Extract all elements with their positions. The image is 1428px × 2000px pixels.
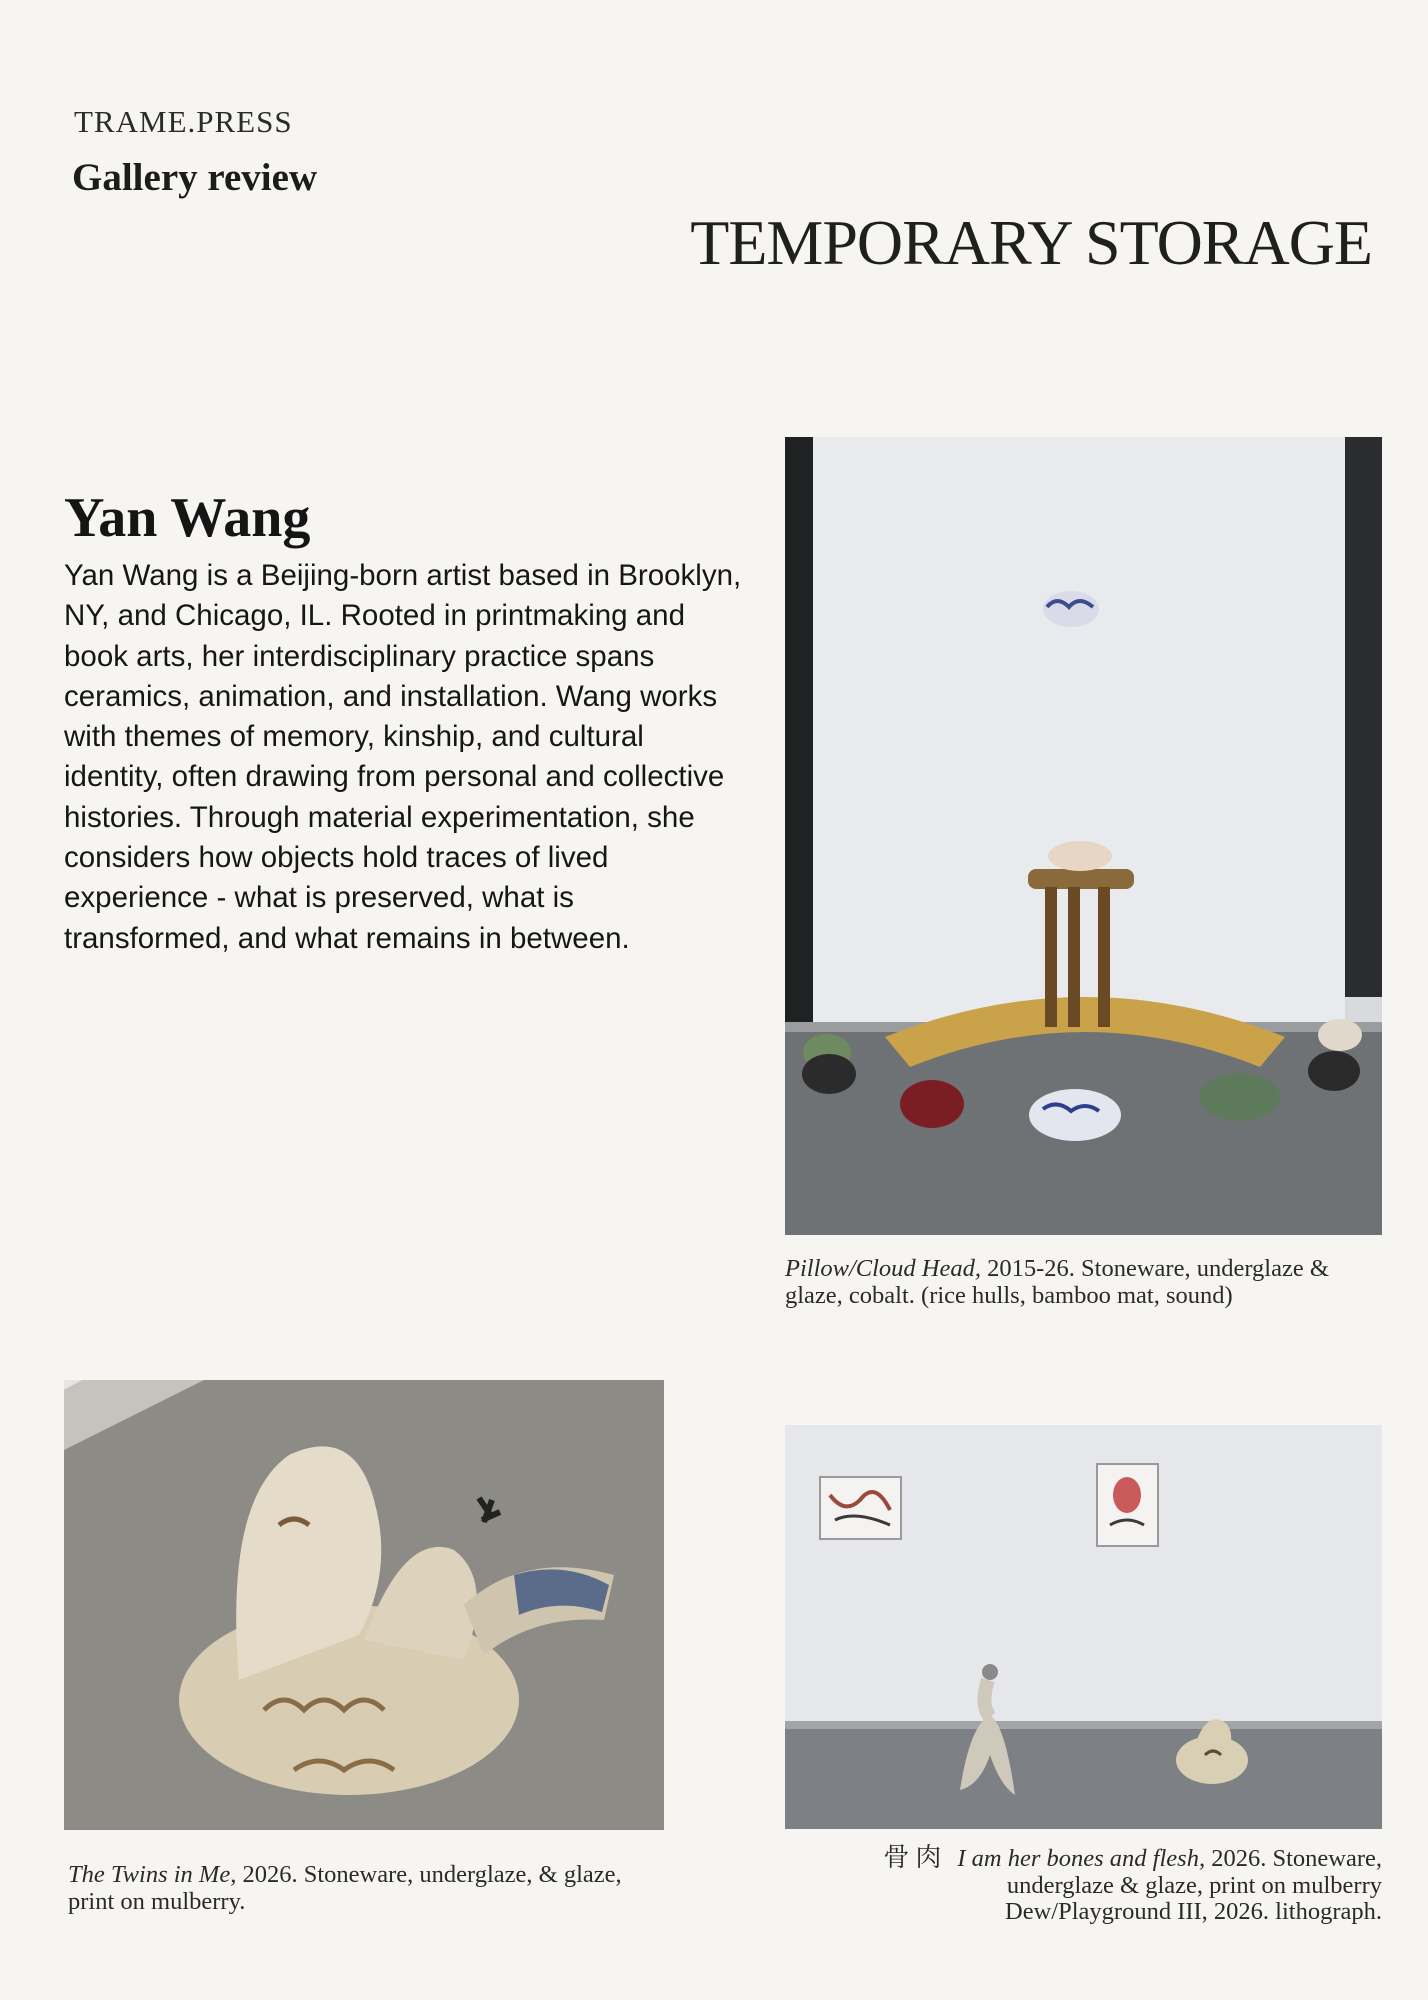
publisher-name: TRAME.PRESS <box>74 104 293 139</box>
artist-name: Yan Wang <box>64 487 311 549</box>
work-title: The Twins in Me, <box>68 1861 237 1888</box>
work-title: I am her bones and flesh, <box>957 1845 1206 1872</box>
gallery-photo-bones-and-flesh <box>785 1425 1382 1829</box>
caption-pillow-cloud-head <box>785 1256 1385 1309</box>
work-details: 2015-26. Stoneware, underglaze & glaze, cobalt. (rice hulls, bamboo mat, sound) <box>785 1255 1329 1309</box>
sculpture-photo-twins-in-me <box>64 1380 664 1830</box>
caption-bones-and-flesh <box>782 1845 1382 1926</box>
installation-photo-pillow-cloud-head <box>785 437 1382 1235</box>
work-title: Pillow/Cloud Head, <box>785 1255 981 1282</box>
work-details: 2026. Stoneware, underglaze & glaze, print on mulberry <box>1006 1845 1382 1899</box>
section-label: Gallery review <box>72 156 318 199</box>
chinese-title: 骨肉 <box>883 1843 948 1872</box>
work-details-secondary: Dew/Playground III, 2026. lithograph. <box>1005 1898 1382 1925</box>
page-title: TEMPORARY STORAGE <box>690 207 1372 278</box>
work-details: 2026. Stoneware, underglaze, & glaze, print on mulberry. <box>68 1861 622 1915</box>
artist-bio: Yan Wang is a Beijing-born artist based in Brooklyn, NY, and Chicago, IL. Rooted in printmaking and book arts, her interdisciplinary practice spans ceramics, animation, and installation. Wang works with themes of memory, kinship, and cultural identity, often drawing from personal and collective histories. Through material experimentation, she considers how objects hold traces of lived experience - what is preserved, what is transformed, and what remains in between. <box>64 559 742 955</box>
caption-twins-in-me <box>68 1862 628 1915</box>
